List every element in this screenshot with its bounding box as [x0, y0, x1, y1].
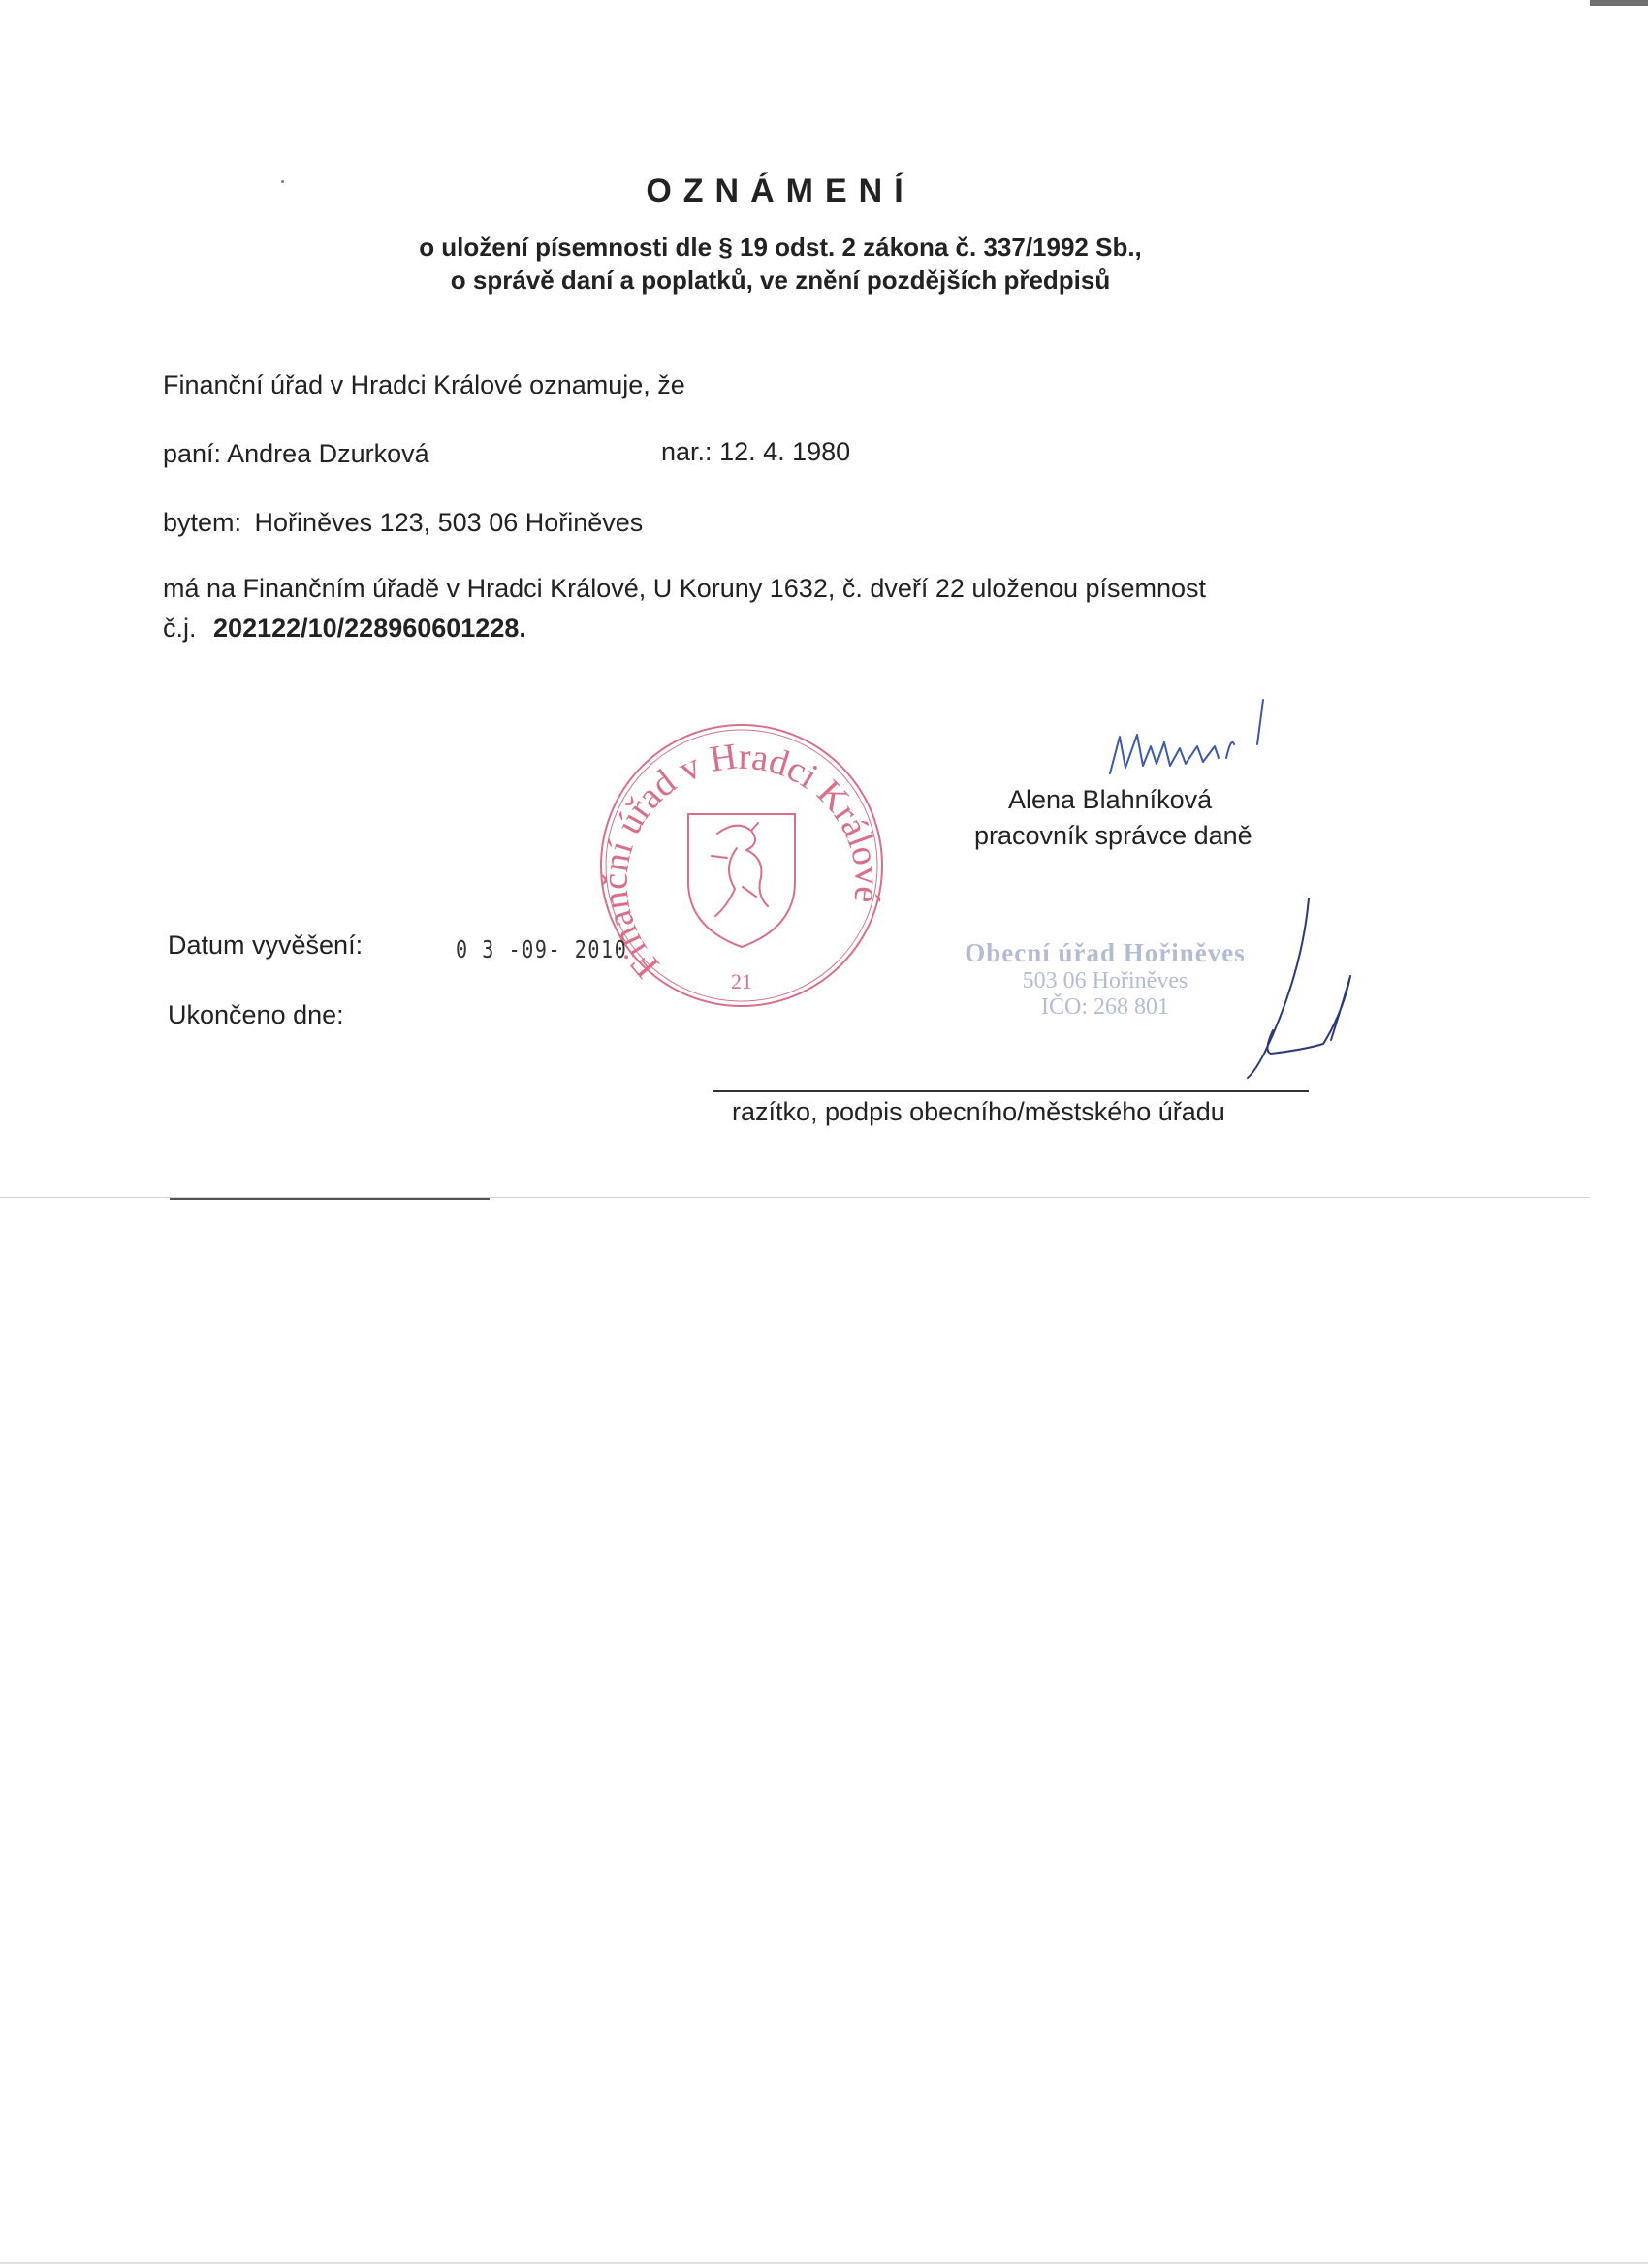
financial-office-stamp — [591, 722, 892, 1013]
municipal-stamp-line2: 503 06 Hořiněves — [1022, 968, 1188, 993]
official-name: Alena Blahníková — [1008, 785, 1213, 814]
notice-intro: Finanční úřad v Hradci Králové oznamuje, že — [163, 370, 685, 399]
recipient-line — [163, 439, 429, 469]
cut-line-segment — [170, 1198, 490, 1200]
address-value: Hořiněves 123, 503 06 Hořiněves — [254, 508, 644, 537]
deposit-text: má na Finančním úřadě v Hradci Králové, U Koruny 1632, č. dveří 22 uloženou písemnost — [163, 574, 1207, 603]
ended-label: Ukončeno dne: — [168, 1000, 344, 1029]
reference-line — [163, 614, 526, 644]
address-line — [163, 508, 643, 538]
svg-text:Finanční úřad v Hradci Králové — [595, 736, 888, 985]
birth-line — [661, 437, 850, 467]
signature-line — [713, 1090, 1309, 1092]
reference-label: č.j. — [163, 614, 197, 643]
document-subtitle-line2: o správě daní a poplatků, ve znění pozdějších předpisů — [450, 266, 1111, 295]
scan-edge-mark — [1590, 0, 1648, 6]
posted-date-stamp: 0 3 -09- 2010 — [456, 935, 628, 963]
document-title: OZNÁMENÍ — [646, 173, 915, 209]
official-signature — [1091, 698, 1284, 790]
document-subtitle-line1: o uložení písemnosti dle § 19 odst. 2 zákona č. 337/1992 Sb., — [419, 233, 1142, 262]
municipal-stamp-line3: IČO: 268 801 — [1041, 994, 1169, 1020]
posted-label: Datum vyvěšení: — [168, 930, 364, 960]
address-label: bytem: — [163, 508, 242, 537]
municipal-stamp-line1: Obecní úřad Hořiněves — [965, 938, 1246, 967]
coat-of-arms-icon — [688, 814, 795, 947]
stamp-circular-text: Finanční úřad v Hradci Králové — [594, 736, 889, 986]
municipal-signature — [1217, 897, 1362, 1090]
birth-label: nar.: — [661, 437, 713, 466]
page-bottom-edge — [0, 2262, 1648, 2264]
signature-caption: razítko, podpis obecního/městského úřadu — [732, 1097, 1225, 1126]
stamp-number: 21 — [731, 969, 752, 993]
official-role: pracovník správce daně — [974, 821, 1252, 850]
recipient-name: Andrea Dzurková — [227, 439, 429, 468]
reference-number: 202122/10/228960601228. — [213, 614, 526, 643]
birth-date: 12. 4. 1980 — [719, 437, 851, 466]
recipient-label: paní: — [163, 439, 222, 468]
